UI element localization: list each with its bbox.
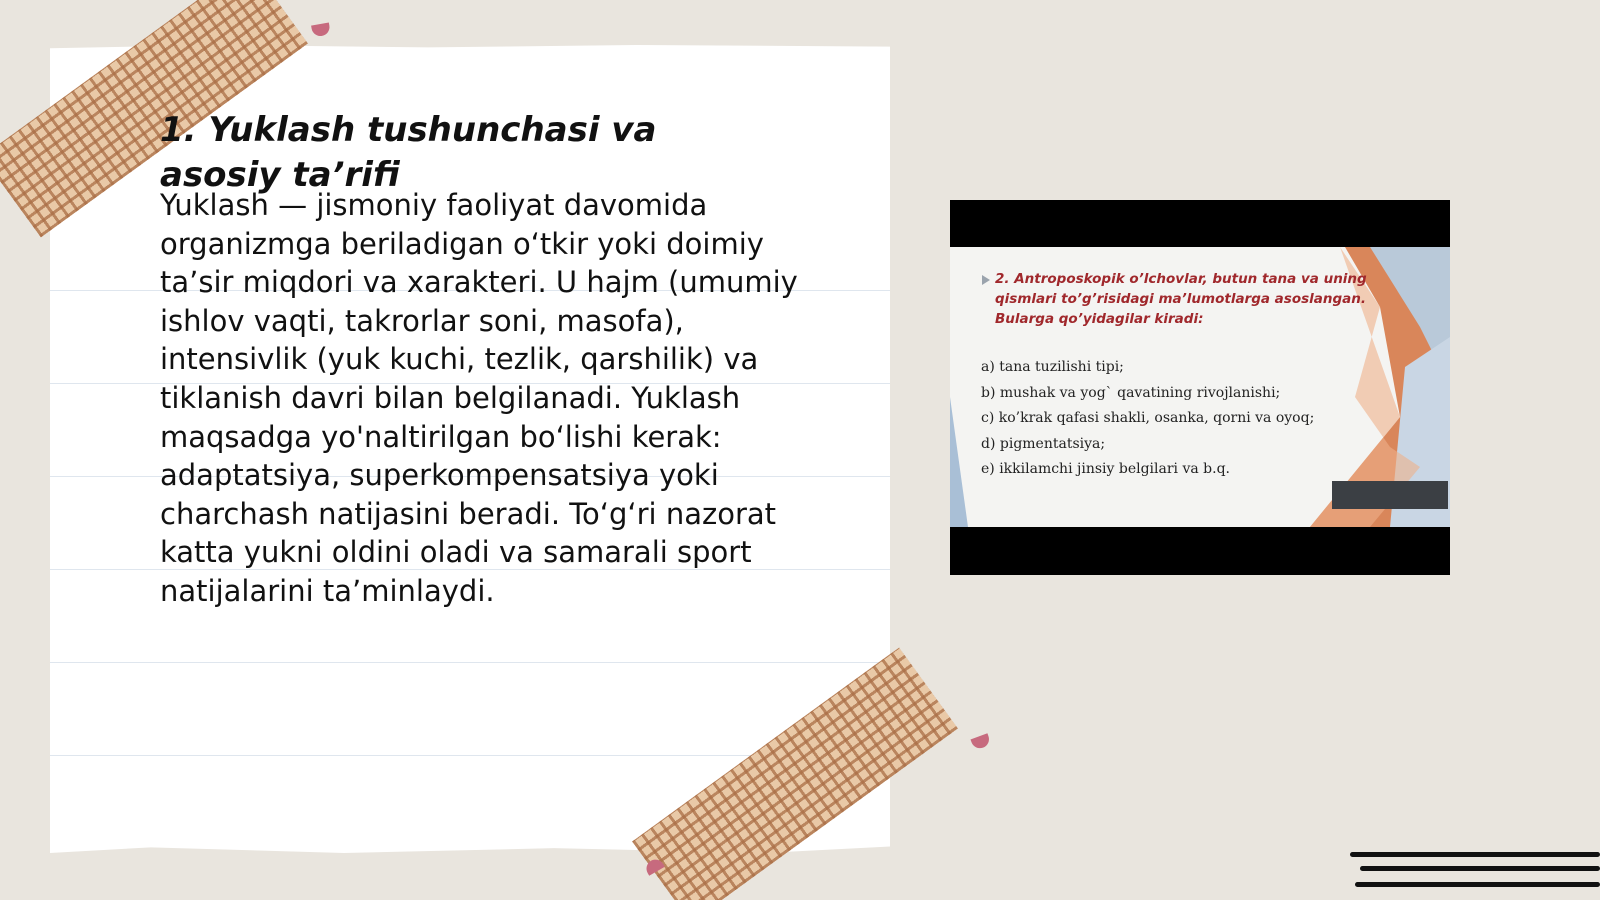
slide-body-text: Yuklash — jismoniy faoliyat davomida organizmga beriladigan o‘tkir yoki doimiy ta’sir miqdori va xarakteri. U hajm (umumiy ishlov vaqti, takrorlar soni, masofa), intensivlik (yuk kuchi, tezlik, qarshilik) va tiklanish davri bilan belgilanadi. Yuklash maqsadga yo'naltirilgan bo‘lishi kerak: adaptatsiya, superkompensatsiya yoki charchash natijasini beradi. To‘g‘ri nazorat katta yukni oldini oladi va samarali sport natijalarini ta’minlaydi. (160, 188, 798, 608)
list-item: b) mushak va yog` qavatining rivojlanishi; (981, 384, 1281, 401)
paper-rule-line (50, 662, 890, 663)
embedded-slide-image (950, 200, 1450, 575)
slide-title: 1. Yuklash tushunchasi va asosiy ta’rifi (160, 110, 657, 195)
tape-pin (311, 23, 331, 38)
embedded-gray-box (1332, 481, 1448, 509)
tape-pin (970, 733, 991, 750)
list-item: e) ikkilamchi jinsiy belgilari va b.q. (981, 461, 1230, 477)
embedded-heading: 2. Antroposkopik o’lchovlar, butun tana va uning qismlari to’g’risidagi ma’lumotlarga asoslangan. Bularga qo’yidagilar kiradi: (995, 271, 1367, 327)
brush-stroke (1355, 882, 1600, 887)
brush-stroke (1360, 866, 1600, 871)
bullet-arrow-icon (982, 275, 990, 285)
embedded-slide-content (950, 247, 1450, 527)
list-item: a) tana tuzilishi tipi; (981, 359, 1124, 375)
embedded-list (981, 355, 1361, 483)
list-item: d) pigmentatsiya; (981, 435, 1106, 452)
list-item: c) ko’krak qafasi shakli, osanka, qorni va oyoq; (981, 410, 1315, 426)
brush-stroke (1350, 852, 1600, 857)
